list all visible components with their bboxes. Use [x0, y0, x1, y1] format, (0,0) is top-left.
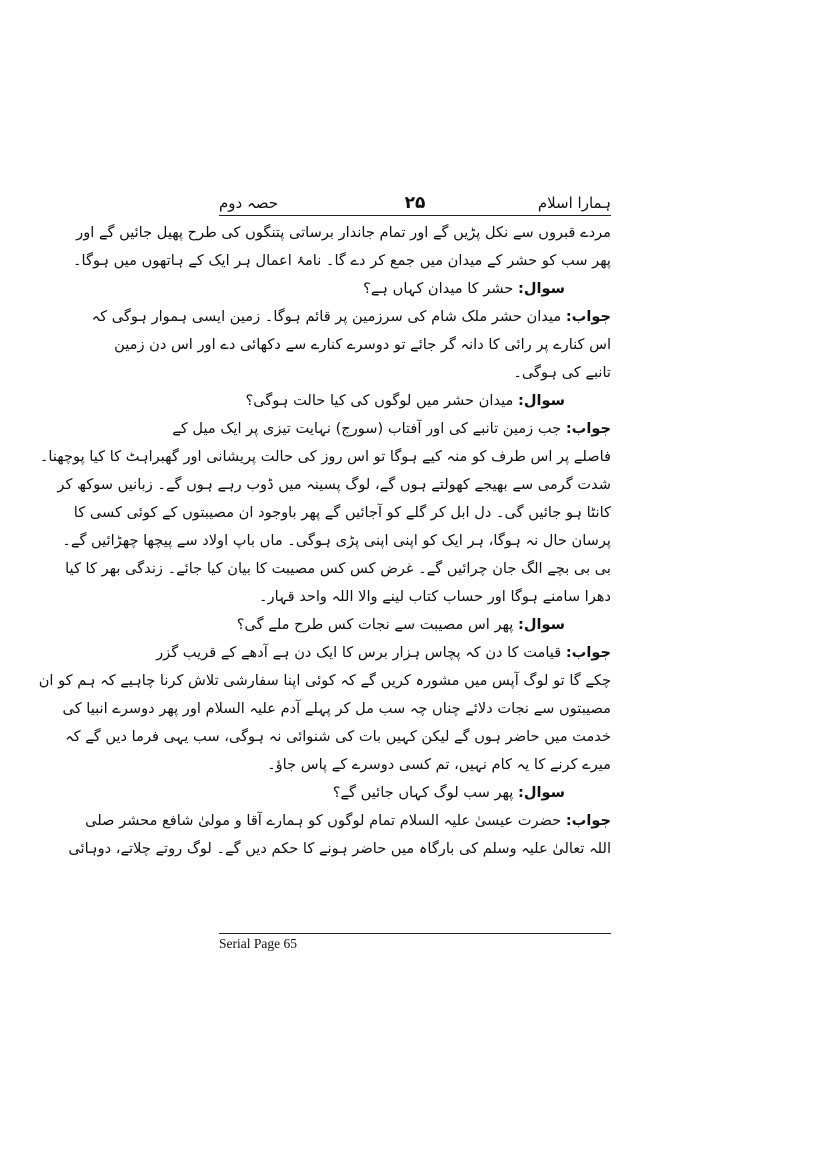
text-line [219, 359, 611, 387]
line-text: تانبے کی ہوگی۔ [513, 364, 611, 381]
qa-line [85, 807, 611, 835]
running-header [219, 193, 611, 213]
part-label: حصہ دوم [219, 194, 279, 212]
line-text: اس کنارے پر رائی کا دانہ گر جائے تو دوسرے کنارے سے دکھائی دے اور اس دن زمین [114, 336, 611, 353]
book-title: ہمارا اسلام [537, 194, 611, 212]
line-text: پھر سب لوگ کہاں جائیں گے؟ [332, 784, 518, 801]
line-text: میدان حشر ملک شام کی سرزمین پر قائم ہوگا۔ زمین ایسی ہموار ہوگی کہ [91, 308, 566, 325]
line-text: دھرا سامنے ہوگا اور حساب کتاب لینے والا اللہ واحد قہار۔ [258, 588, 611, 605]
text-line [65, 555, 611, 583]
text-line [76, 219, 611, 247]
text-line [219, 583, 611, 611]
footer-rule [219, 933, 611, 934]
text-line [62, 695, 611, 723]
line-text: حضرت عیسیٰ علیہ السلام تمام لوگوں کو ہمارے آقا و مولیٰ شافع محشر صلی [85, 812, 566, 829]
qa-label: جواب: [565, 812, 611, 829]
line-text: شدت گرمی سے بھیجے کھولتے ہوں گے، لوگ پسینہ میں ڈوب رہے ہوں گے۔ زبانیں سوکھ کر [57, 476, 611, 493]
qa-line [156, 639, 611, 667]
qa-line [91, 303, 611, 331]
page-body-text [38, 219, 611, 863]
qa-label: جواب: [565, 308, 611, 325]
line-text: اللہ تعالیٰ علیہ وسلم کی بارگاہ میں حاضر ہونے کا حکم دیں گے۔ لوگ روتے چلاتے، دوہائی [68, 840, 611, 857]
line-text: کانٹا ہو جائیں گی۔ دل ابل کر گلے کو آجائیں گے پھر باوجود ان مصیبتوں کے کوئی کسی کا [73, 504, 611, 521]
line-text: فاصلے پر اس طرف کو منہ کیے ہوگا تو اس روز کی حالت پریشانی اور گھبراہٹ کا کیا پوچھنا۔ [39, 448, 611, 465]
qa-line [219, 779, 611, 807]
qa-label: جواب: [565, 644, 611, 661]
text-line [65, 723, 611, 751]
qa-label: سوال: [517, 784, 565, 801]
qa-label: سوال: [517, 392, 565, 409]
line-text: میدان حشر میں لوگوں کی کیا حالت ہوگی؟ [245, 392, 518, 409]
line-text: حشر کا میدان کہاں ہے؟ [363, 280, 518, 297]
qa-label: جواب: [565, 420, 611, 437]
line-text: چکے گا تو لوگ آپس میں مشورہ کریں گے کہ کوئی اپنا سفارشی تلاش کرنا چاہیے کہ ہم کو ان [38, 672, 611, 689]
text-line [38, 667, 611, 695]
qa-label: سوال: [517, 280, 565, 297]
line-text: بی بی بچے الگ جان چرائیں گے۔ غرض کس کس مصیبت کا بیان کیا جائے۔ زندگی بھر کا کیا [65, 560, 611, 577]
line-text: قیامت کا دن کہ پچاس ہزار برس کا ایک دن ہے آدھے کے قریب گزر [156, 644, 566, 661]
line-text: میرے کرنے کا یہ کام نہیں، تم کسی دوسرے کے پاس جاؤ۔ [267, 756, 611, 773]
text-line [114, 331, 611, 359]
line-text: مردے قبروں سے نکل پڑیں گے اور تمام جاندار برساتی پتنگوں کی طرح پھیل جائیں گے اور [76, 224, 611, 241]
qa-line [219, 611, 611, 639]
line-text: مصیبتوں سے نجات دلائے چناں چہ سب مل کر پہلے آدم علیہ السلام اور پھر دوسرے انبیا کی [62, 700, 611, 717]
qa-line [172, 415, 611, 443]
text-line [57, 471, 611, 499]
text-line [73, 247, 611, 275]
text-line [73, 499, 611, 527]
line-text: خدمت میں حاضر ہوں گے لیکن کہیں بات کی شنوائی نہ ہوگی، سب یہی فرما دیں گے کہ [65, 728, 611, 745]
page-number: ۲۵ [404, 193, 426, 213]
qa-line [219, 387, 611, 415]
qa-line [219, 275, 611, 303]
header-rule [219, 215, 611, 216]
line-text: پھر اس مصیبت سے نجات کس طرح ملے گی؟ [236, 616, 518, 633]
line-text: جب زمین تانبے کی اور آفتاب (سورج) نہایت تیزی پر ایک میل کے [172, 420, 566, 437]
line-text: پرسان حال نہ ہوگا، ہر ایک کو اپنی اپنی پڑی ہوگی۔ ماں باپ اولاد سے پیچھا چھڑائیں گے۔ [62, 532, 611, 549]
qa-label: سوال: [517, 616, 565, 633]
text-line [39, 443, 611, 471]
text-line [68, 835, 611, 863]
text-line [219, 751, 611, 779]
text-line [62, 527, 611, 555]
line-text: پھر سب کو حشر کے میدان میں جمع کر دے گا۔ نامۂ اعمال ہر ایک کے ہاتھوں میں ہوگا۔ [73, 252, 611, 269]
serial-page-footer: Serial Page 65 [219, 936, 297, 951]
